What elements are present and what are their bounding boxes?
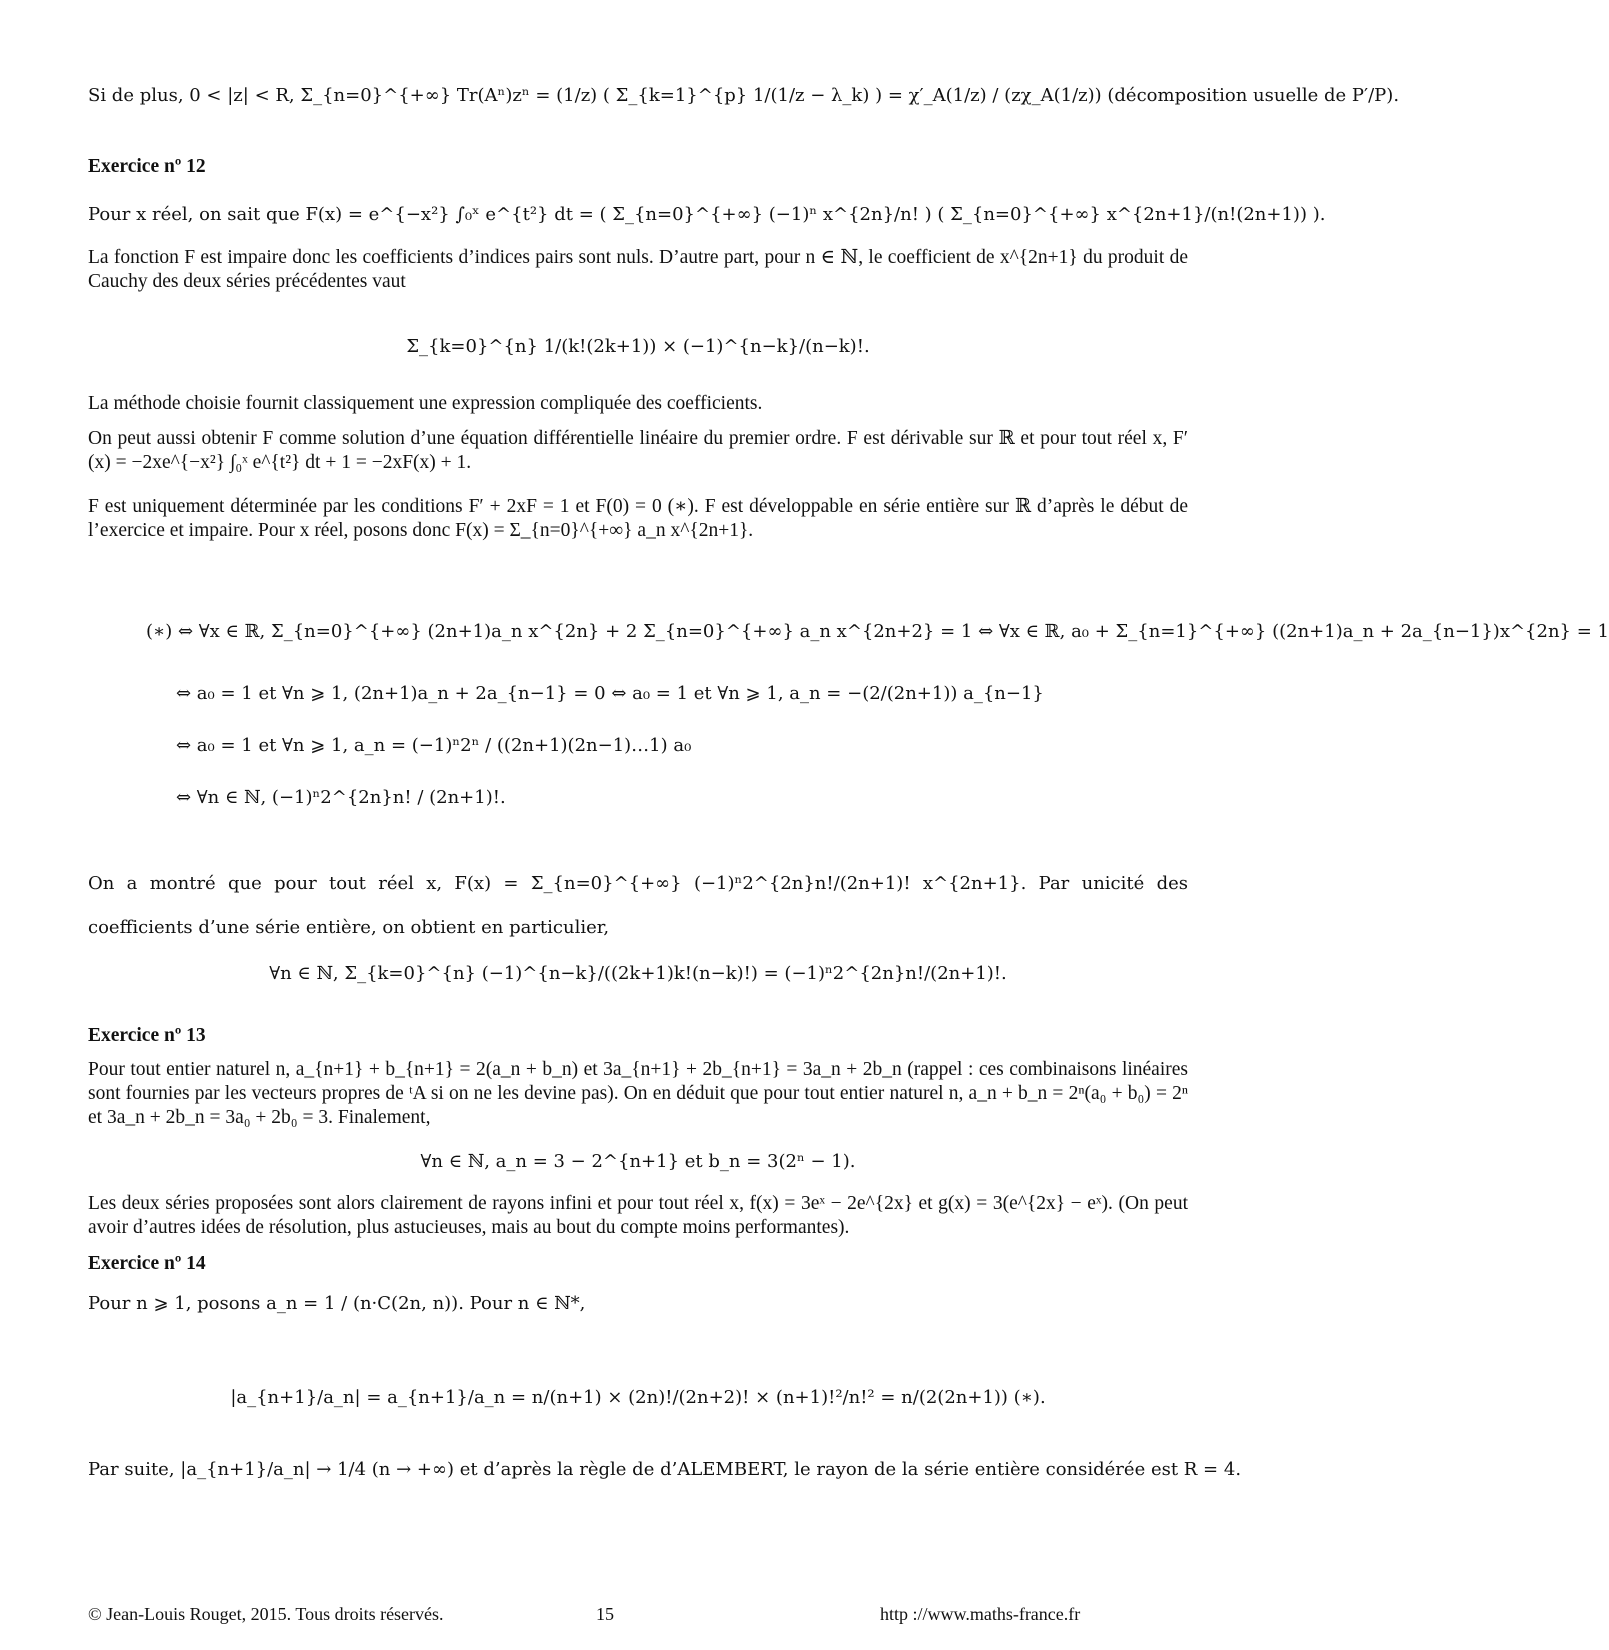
exercise-14-heading: Exercice nº 14 — [88, 1253, 206, 1274]
exercise-14-definition: Pour n ⩾ 1, posons a_n = 1 / (n·C(2n, n)). Pour n ∈ ℕ*, — [88, 1293, 586, 1314]
exercise-11-conclusion: Si de plus, 0 < |z| < R, Σ_{n=0}^{+∞} Tr(Aⁿ)zⁿ = (1/z) ( Σ_{k=1}^{p} 1/(1/z − λ_k) ) = χ′_A(1/z) / (zχ_A(1/z)) (décomposition usuelle de P′/P). — [88, 85, 1400, 106]
footer-url[interactable]: http ://www.maths-france.fr — [880, 1604, 1081, 1624]
exercise-14-conclusion: Par suite, |a_{n+1}/a_n| → 1/4 (n → +∞) et d’après la règle de d’ALEMBERT, le rayon de la série entière considérée est R = 4. — [88, 1459, 1242, 1480]
exercise-12-paragraph-4: F est uniquement déterminée par les conditions F′ + 2xF = 1 et F(0) = 0 (∗). F est développable en série entière sur ℝ d’après le début de l’exercice et impaire. Pour x réel, posons donc F(x) = Σ_{n=0}^{+∞} a_n x^{2n+1}. — [88, 496, 1188, 541]
equivalence-line-4: ⇔ ∀n ∈ ℕ, (−1)ⁿ2^{2n}n! / (2n+1)!. — [176, 787, 506, 808]
exercise-13-paragraph-2: Les deux séries proposées sont alors clairement de rayons infini et pour tout réel x, f(x) = 3eˣ − 2e^{2x} et g(x) = 3(e^{2x} − eˣ). (On peut avoir d’autres idées de résolution, plus astucieuses, mais au bout du compte moins performantes). — [88, 1193, 1188, 1238]
exercise-14-ratio: |a_{n+1}/a_n| = a_{n+1}/a_n = n/(n+1) × (2n)!/(2n+2)! × (n+1)!²/n!² = n/(2(2n+1)) (∗). — [230, 1387, 1046, 1408]
footer-page-number: 15 — [596, 1604, 614, 1624]
exercise-13-result: ∀n ∈ ℕ, a_n = 3 − 2^{n+1} et b_n = 3(2ⁿ − 1). — [420, 1151, 856, 1172]
document-page — [88, 0, 1609, 1650]
exercise-12-heading: Exercice nº 12 — [88, 156, 206, 177]
exercise-12-identity: ∀n ∈ ℕ, Σ_{k=0}^{n} (−1)^{n−k}/((2k+1)k!(n−k)!) = (−1)ⁿ2^{2n}n!/(2n+1)!. — [269, 963, 1007, 984]
exercise-12-cauchy-coefficient: Σ_{k=0}^{n} 1/(k!(2k+1)) × (−1)^{n−k}/(n−k)!. — [406, 336, 870, 357]
exercise-12-paragraph-2: La méthode choisie fournit classiquement une expression compliquée des coefficients. — [88, 393, 763, 414]
equivalence-line-3: ⇔ a₀ = 1 et ∀n ⩾ 1, a_n = (−1)ⁿ2ⁿ / ((2n+1)(2n−1)…1) a₀ — [176, 735, 692, 756]
exercise-12-f-definition: Pour x réel, on sait que F(x) = e^{−x²} ∫₀ˣ e^{t²} dt = ( Σ_{n=0}^{+∞} (−1)ⁿ x^{2n}/n! ) ( Σ_{n=0}^{+∞} x^{2n+1}/(n!(2n+1)) ). — [88, 204, 1326, 225]
equivalence-line-1: (∗) ⇔ ∀x ∈ ℝ, Σ_{n=0}^{+∞} (2n+1)a_n x^{2n} + 2 Σ_{n=0}^{+∞} a_n x^{2n+2} = 1 ⇔ ∀x ∈ ℝ, a₀ + Σ_{n=1}^{+∞} ((2n+1)a_n + 2a_{n−1})x^{2n} = 1 — [146, 621, 1609, 642]
exercise-12-paragraph-1: La fonction F est impaire donc les coefficients d’indices pairs sont nuls. D’autre part, pour n ∈ ℕ, le coefficient de x^{2n+1} du produit de Cauchy des deux séries précédentes vaut — [88, 247, 1188, 292]
exercise-12-paragraph-3: On peut aussi obtenir F comme solution d’une équation différentielle linéaire du premier ordre. F est dérivable sur ℝ et pour tout réel x, F′(x) = −2xe^{−x²} ∫₀ˣ e^{t²} dt + 1 = −2xF(x) + 1. — [88, 428, 1188, 473]
exercise-13-heading: Exercice nº 13 — [88, 1025, 206, 1046]
footer-copyright: © Jean-Louis Rouget, 2015. Tous droits réservés. — [88, 1604, 444, 1624]
exercise-13-paragraph-1: Pour tout entier naturel n, a_{n+1} + b_{n+1} = 2(a_n + b_n) et 3a_{n+1} + 2b_{n+1} = 3a_n + 2b_n (rappel : ces combinaisons linéaires sont fournies par les vecteurs propres de ᵗA si on ne les devine pas). On en déduit que pour tout entier naturel n, a_n + b_n = 2ⁿ(a₀ + b₀) = 2ⁿ et 3a_n + 2b_n = 3a₀ + 2b₀ = 3. Finalement, — [88, 1059, 1188, 1128]
exercise-12-paragraph-5: On a montré que pour tout réel x, F(x) = Σ_{n=0}^{+∞} (−1)ⁿ2^{2n}n!/(2n+1)! x^{2n+1}. Par unicité des coefficients d’une série entière, on obtient en particulier, — [88, 873, 1188, 938]
equivalence-line-2: ⇔ a₀ = 1 et ∀n ⩾ 1, (2n+1)a_n + 2a_{n−1} = 0 ⇔ a₀ = 1 et ∀n ⩾ 1, a_n = −(2/(2n+1)) a_{n−1} — [176, 683, 1044, 704]
